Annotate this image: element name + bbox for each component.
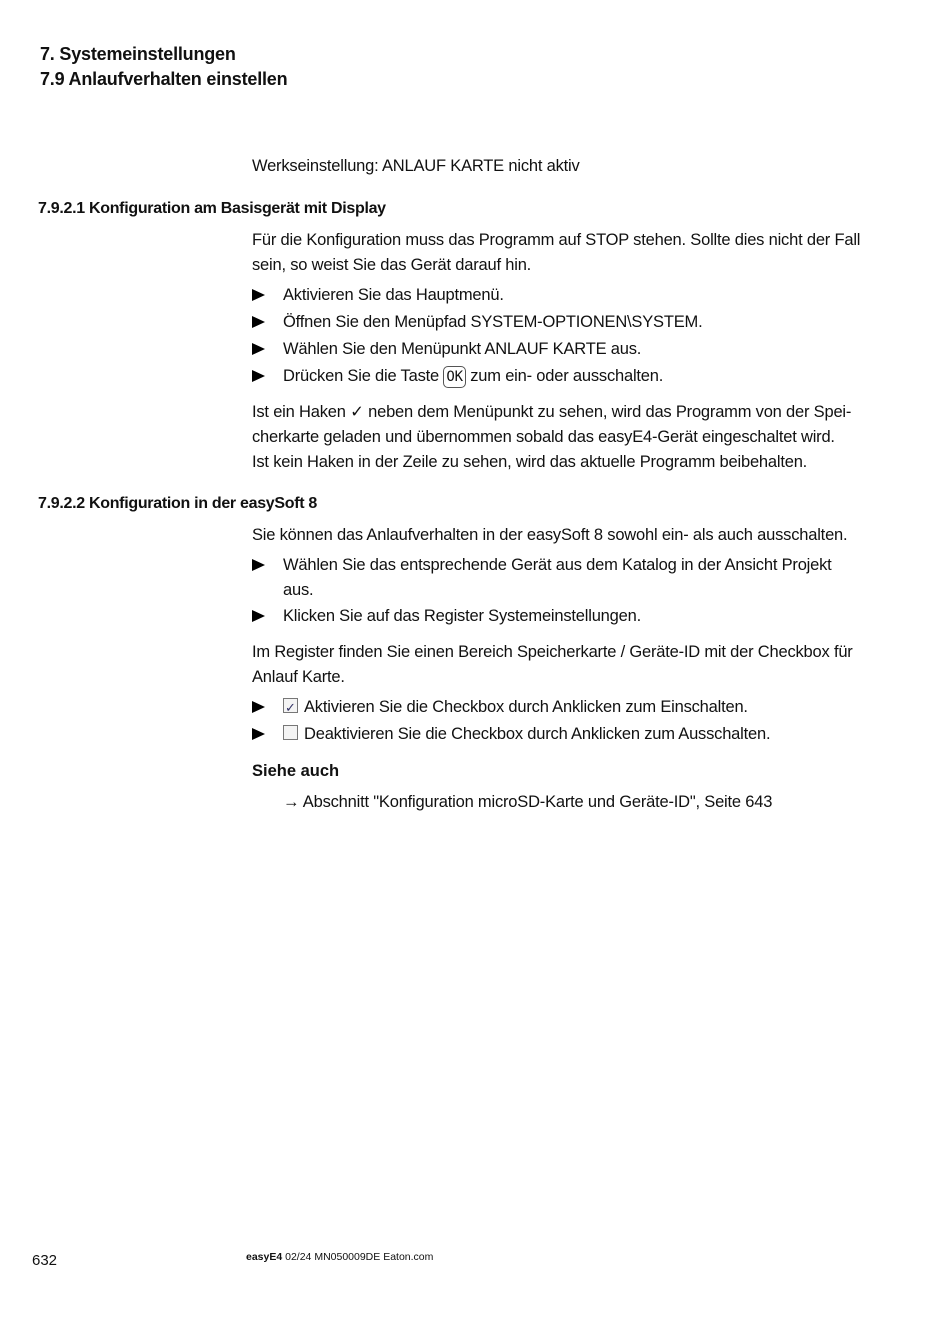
check-note [252, 400, 872, 475]
page-number: 632 [32, 1252, 58, 1269]
checkbox-unchecked-icon [283, 725, 298, 740]
section-title: 7.9 Anlaufverhalten einstellen [40, 69, 288, 89]
chapter-title: 7. Systemeinstellungen [40, 44, 236, 64]
checkbox-checked-icon: ✓ [283, 698, 298, 713]
footer-info [246, 1251, 433, 1263]
see-also-title: Siehe auch [252, 762, 340, 780]
step-text-part: Deaktivieren Sie die Checkbox durch Anklicken zum Ausschalten. [304, 725, 771, 743]
bullet-arrow-icon [252, 343, 265, 355]
bullet-arrow-icon [252, 701, 265, 713]
config-intro-line2: sein, so weist Sie das Gerät darauf hin. [252, 256, 532, 274]
easysoft-intro: Sie können das Anlaufverhalten in der easySoft 8 sowohl ein- als auch ausschalten. [252, 526, 848, 544]
note-text: cherkarte geladen und übernommen sobald das easyE4-Gerät eingeschaltet wird. [252, 428, 835, 446]
step-item [252, 364, 852, 389]
note-text: Ist kein Haken in der Zeile zu sehen, wird das aktuelle Programm beibehalten. [252, 453, 808, 471]
bullet-arrow-icon [252, 289, 265, 301]
step-text: Wählen Sie den Menüpunkt ANLAUF KARTE aus. [283, 340, 642, 358]
step-item [252, 722, 852, 747]
step-item [252, 310, 852, 335]
step-text-part: Drücken Sie die Taste [283, 367, 444, 385]
step-text: Öffnen Sie den Menüpfad SYSTEM-OPTIONEN\SYSTEM. [283, 313, 703, 331]
step-item [252, 553, 852, 603]
register-text: Anlauf Karte. [252, 668, 345, 686]
step-text-part: aus. [283, 581, 314, 599]
see-also-link[interactable] [283, 793, 772, 812]
step-item [252, 283, 852, 308]
step-text [283, 722, 852, 747]
step-text: Aktivieren Sie das Hauptmenü. [283, 286, 504, 304]
step-text [283, 695, 852, 720]
footer-details: 02/24 MN050009DE Eaton.com [285, 1251, 434, 1263]
config-intro [252, 228, 872, 278]
step-text: Klicken Sie auf das Register Systemeinstellungen. [283, 607, 641, 625]
step-text [283, 364, 852, 389]
checkmark-icon: ✓ [350, 403, 364, 421]
page-header [40, 42, 287, 92]
step-text-part: Wählen Sie das entsprechende Gerät aus dem Katalog in der Ansicht Projekt [283, 556, 832, 574]
bullet-arrow-icon [252, 559, 265, 571]
step-item [252, 604, 852, 629]
bullet-arrow-icon [252, 728, 265, 740]
step-text-part: Aktivieren Sie die Checkbox durch Anklicken zum Einschalten. [304, 698, 748, 716]
bullet-arrow-icon [252, 316, 265, 328]
note-text: Ist ein Haken [252, 403, 351, 421]
arrow-right-icon: → [283, 793, 300, 811]
step-text-part: zum ein- oder ausschalten. [465, 367, 664, 385]
step-text [283, 553, 852, 603]
footer-product: easyE4 [246, 1251, 283, 1263]
subsection-title-display: 7.9.2.1 Konfiguration am Basisgerät mit Display [38, 200, 386, 217]
register-text: Im Register finden Sie einen Bereich Speicherkarte / Geräte-ID mit der Checkbox für [252, 643, 853, 661]
see-also-link-text[interactable]: Abschnitt "Konfiguration microSD-Karte und Geräte-ID", Seite 643 [302, 793, 773, 811]
ok-key-icon: OK [443, 366, 465, 388]
step-item [252, 337, 852, 362]
bullet-arrow-icon [252, 370, 265, 382]
subsection-title-easysoft: 7.9.2.2 Konfiguration in der easySoft 8 [38, 495, 318, 512]
bullet-arrow-icon [252, 610, 265, 622]
register-note [252, 640, 872, 690]
config-intro-line1: Für die Konfiguration muss das Programm auf STOP stehen. Sollte dies nicht der Fall [252, 231, 861, 249]
note-text: neben dem Menüpunkt zu sehen, wird das Programm von der Spei- [363, 403, 852, 421]
factory-setting-text: Werkseinstellung: ANLAUF KARTE nicht aktiv [252, 157, 580, 175]
step-item [252, 695, 852, 720]
